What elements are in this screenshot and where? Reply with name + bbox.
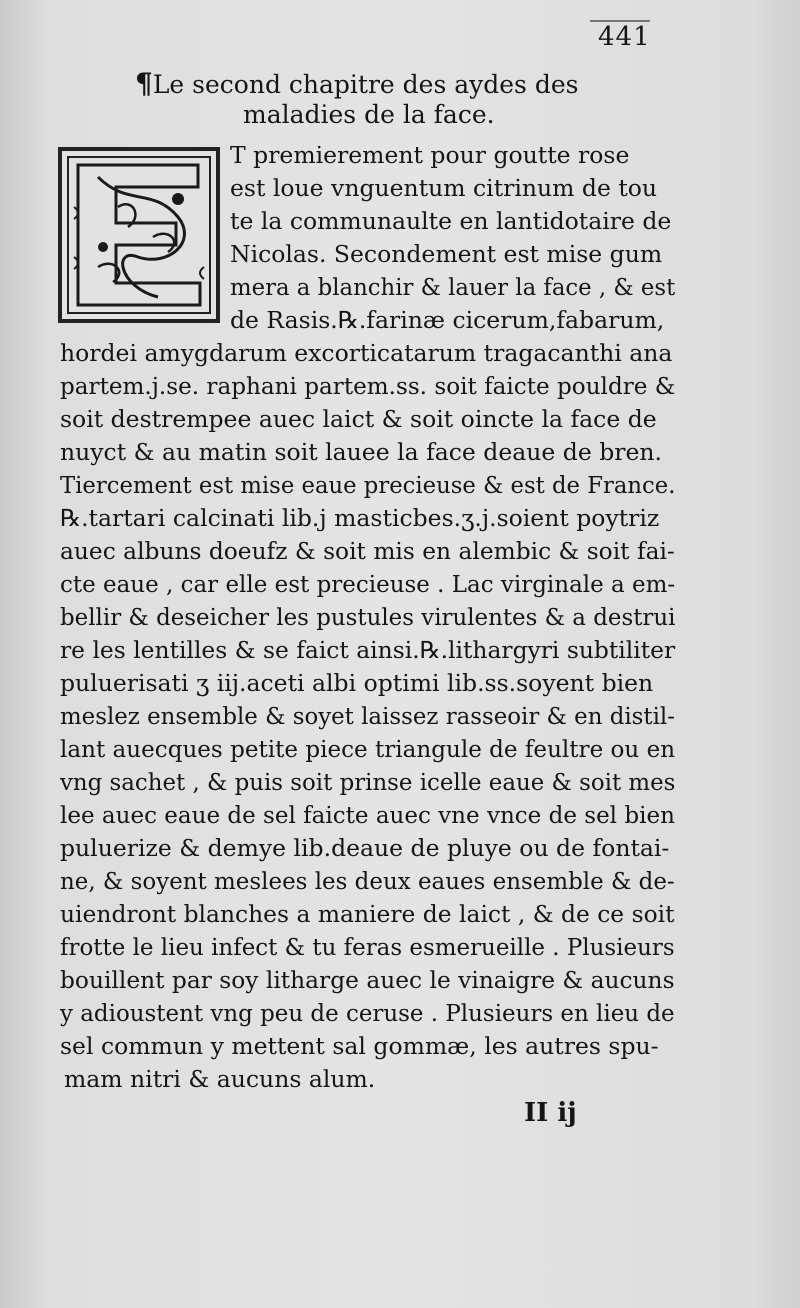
text-line: meslez ensemble & soyet laissez rasseoir & en distil-	[60, 702, 675, 730]
text-line: puluerisati ʒ iij.aceti albi optimi lib.ss.soyent bien	[60, 669, 654, 697]
text-line: partem.j.se. raphani partem.ss. soit faicte pouldre &	[60, 372, 676, 400]
text-line: cte eaue , car elle est precieuse . Lac virginale a em-	[60, 570, 676, 598]
text-line: frotte le lieu infect & tu feras esmerueille . Plusieurs	[60, 933, 675, 961]
text-line: uiendront blanches a maniere de laict , & de ce soit	[60, 900, 675, 928]
text-line: ne, & soyent meslees les deux eaues ensemble & de-	[60, 867, 675, 895]
text-line: bouillent par soy litharge auec le vinaigre & aucuns	[60, 966, 675, 994]
text-line: soit destrempee auec laict & soit oincte la face de	[60, 405, 657, 433]
signature-mark: II ij	[524, 1098, 577, 1128]
text-line: puluerize & demye lib.deaue de pluye ou de fontai-	[60, 834, 670, 862]
text-line: mam nitri & aucuns alum.	[64, 1065, 376, 1093]
decorated-initial-E	[58, 147, 220, 323]
text-line: re les lentilles & se faict ainsi.℞.lithargyri subtiliter	[60, 636, 676, 664]
text-line: bellir & deseicher les pustules virulentes & a destrui	[60, 603, 676, 631]
pilcrow-mark: ¶	[135, 67, 153, 100]
page-number: 441	[598, 22, 651, 52]
text-line: nuyct & au matin soit lauee la face deaue de bren.	[60, 438, 662, 466]
text-line: de Rasis.℞.farinæ cicerum,fabarum,	[230, 306, 665, 334]
heading-line-1: Le second chapitre des aydes des	[152, 70, 579, 99]
text-line: te la communaulte en lantidotaire de	[230, 207, 672, 235]
text-line: vng sachet , & puis soit prinse icelle eaue & soit mes	[60, 768, 676, 796]
text-line: y adioustent vng peu de ceruse . Plusieurs en lieu de	[60, 999, 675, 1027]
heading-line-2: maladies de la face.	[243, 100, 495, 129]
text-line: sel commun y mettent sal gommæ, les autres spu-	[60, 1032, 659, 1060]
text-line: hordei amygdarum excorticatarum tragacanthi ana	[60, 339, 673, 367]
text-line: ℞.tartari calcinati lib.j masticbes.ʒ.j.soient poytriz	[60, 504, 660, 532]
text-line: lant auecques petite piece triangule de feultre ou en	[60, 735, 676, 763]
chapter-heading	[135, 68, 578, 101]
text-line: T premierement pour goutte rose	[230, 141, 630, 169]
text-line: est loue vnguentum citrinum de tou	[230, 174, 658, 202]
text-line: lee auec eaue de sel faicte auec vne vnce de sel bien	[60, 801, 675, 829]
text-line: Tiercement est mise eaue precieuse & est de France.	[60, 471, 676, 499]
text-line: auec albuns doeufz & soit mis en alembic & soit fai-	[60, 537, 675, 565]
text-line: Nicolas. Secondement est mise gum	[230, 240, 663, 268]
text-line: mera a blanchir & lauer la face , & est	[230, 273, 676, 301]
